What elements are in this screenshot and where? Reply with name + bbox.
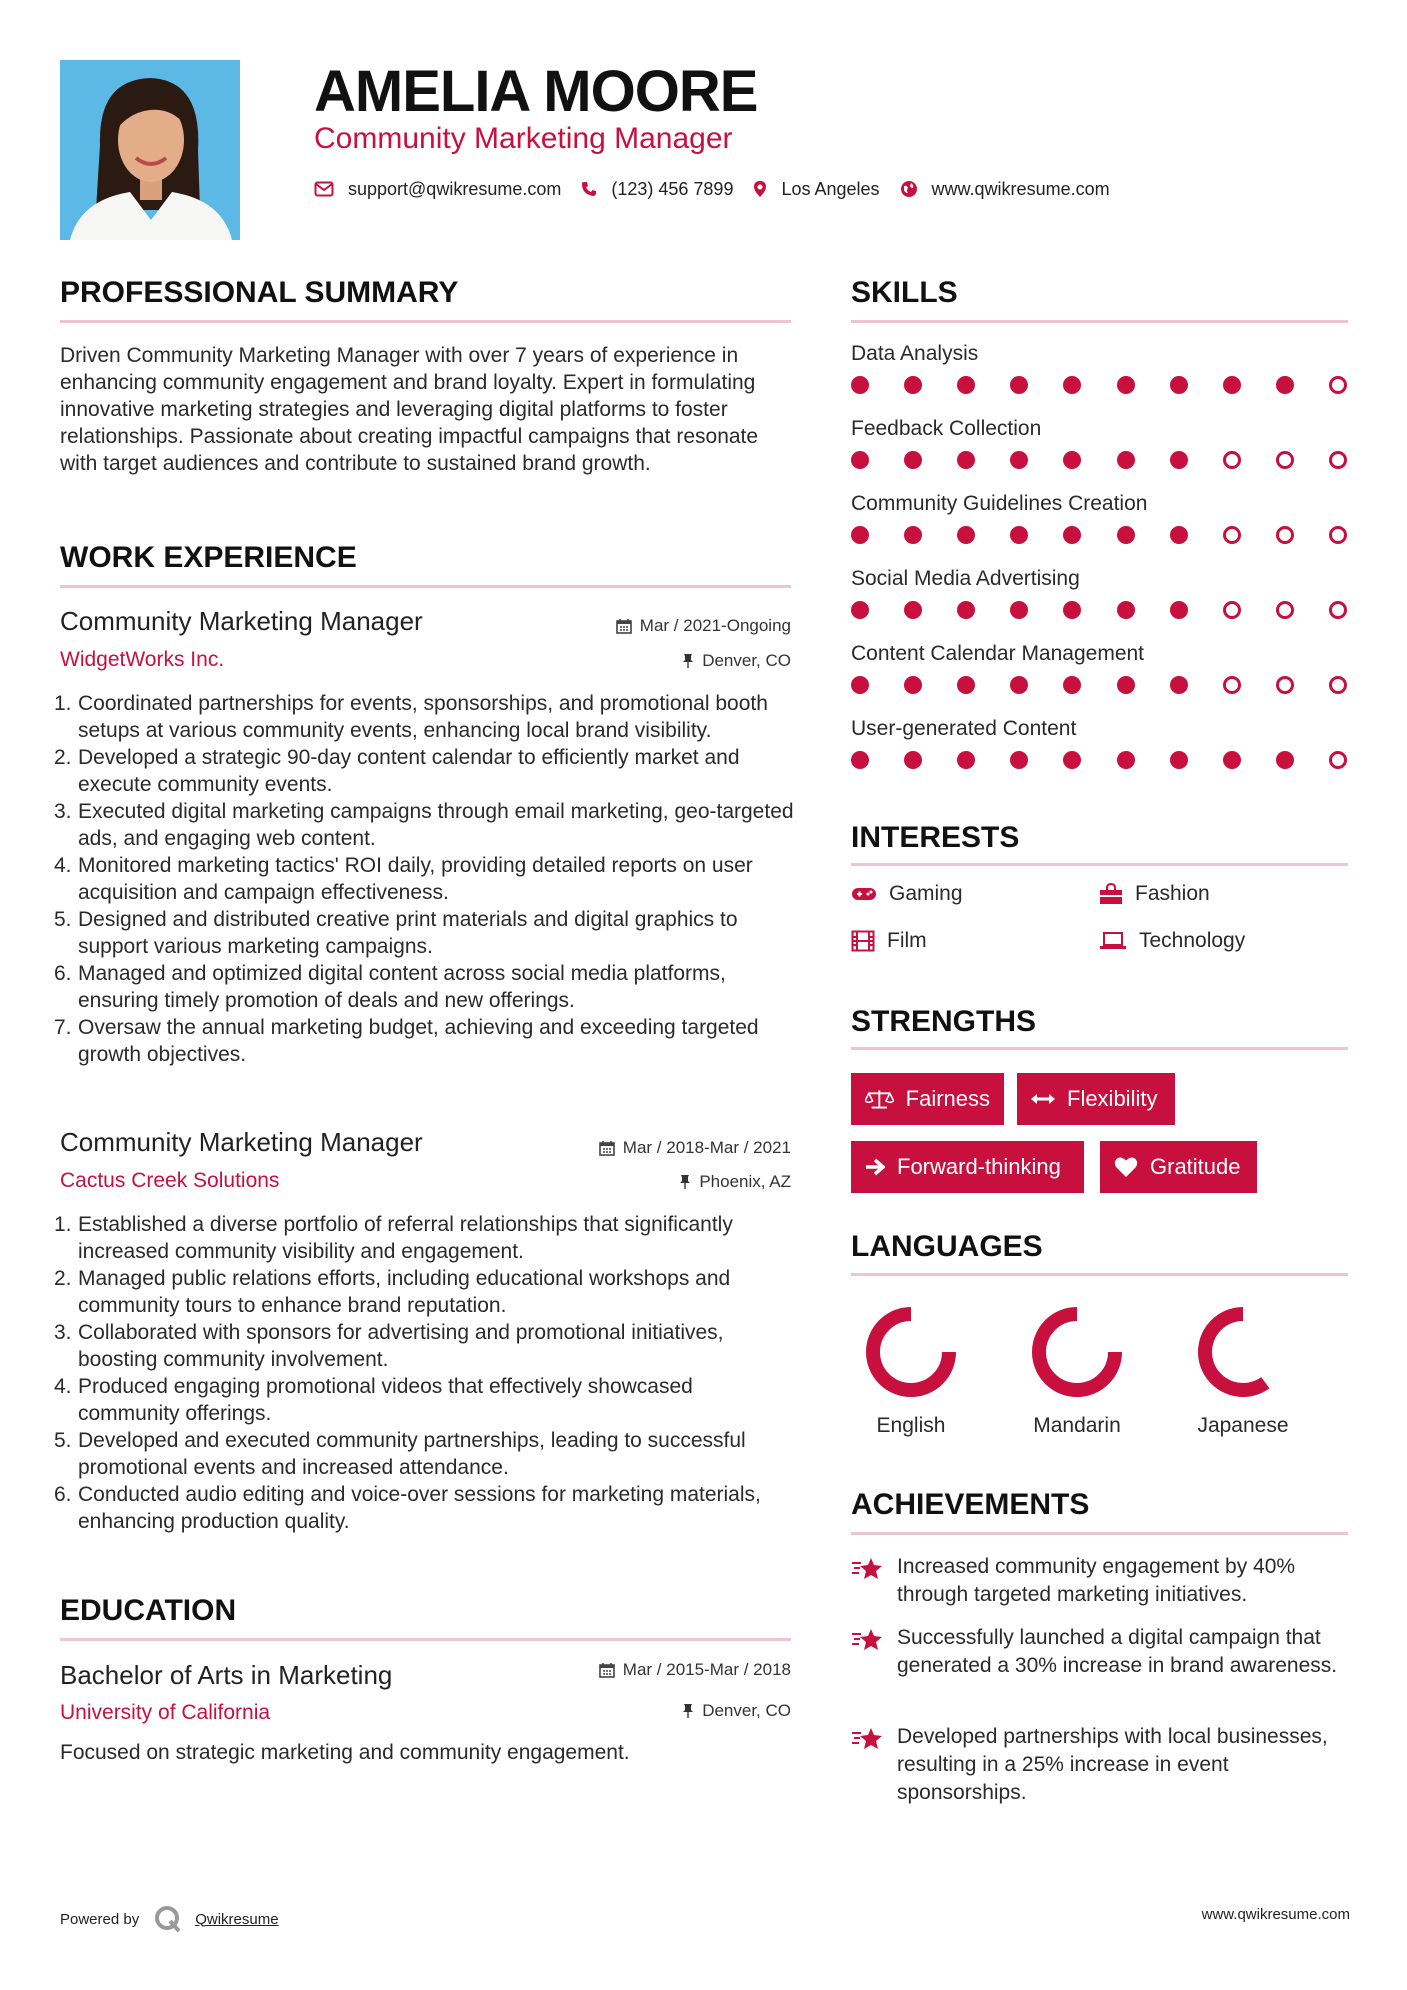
rating-dot-filled [1223, 751, 1241, 769]
skill-name: Feedback Collection [851, 417, 1042, 440]
list-item [54, 1481, 800, 1535]
achievement-text: Developed partnerships with local businesses, resulting in a 25% increase in event sponsorships. [897, 1725, 1328, 1804]
rating-dot-filled [1170, 376, 1188, 394]
candidate-name: AMELIA MOORE [314, 59, 758, 124]
pushpin-icon [682, 1703, 694, 1719]
rating-dot-empty [1276, 676, 1294, 694]
skill-name: Data Analysis [851, 342, 979, 365]
rating-dot-filled [904, 376, 922, 394]
skill-rating [851, 451, 1347, 469]
education-date-text: Mar / 2015-Mar / 2018 [622, 1660, 791, 1679]
skill-row [851, 717, 1351, 792]
list-number: 5. [54, 1429, 72, 1452]
skill-name: Content Calendar Management [851, 642, 1145, 665]
list-item [54, 906, 800, 960]
rating-dot-filled [1170, 451, 1188, 469]
skills-list [851, 342, 1351, 792]
rating-dot-empty [1223, 676, 1241, 694]
rating-dot-filled [1170, 601, 1188, 619]
rating-dot-filled [1063, 751, 1081, 769]
calendar-icon [616, 618, 632, 634]
rating-dot-empty [1329, 676, 1347, 694]
footer-powered-by [60, 1904, 279, 1934]
list-number: 6. [54, 962, 72, 985]
strength-label: Gratitude [1150, 1154, 1241, 1179]
powered-by-label: Powered by [60, 1910, 140, 1928]
list-item [54, 852, 800, 906]
language-ring-mandarin [1039, 1314, 1115, 1390]
rating-dot-filled [1063, 676, 1081, 694]
list-number: 2. [54, 746, 72, 769]
interest-label: Technology [1139, 929, 1246, 952]
skill-rating [851, 526, 1347, 544]
education-date [599, 1660, 791, 1680]
rating-dot-filled [1276, 376, 1294, 394]
list-text: Executed digital marketing campaigns through email marketing, geo-targeted ads, and engaging web content. [78, 800, 794, 850]
rating-dot-filled [957, 526, 975, 544]
rating-dot-filled [1063, 376, 1081, 394]
rating-dot-filled [1117, 601, 1135, 619]
gamepad-icon [851, 886, 877, 902]
rating-dot-empty [1223, 526, 1241, 544]
education-location [682, 1701, 791, 1721]
rating-dot-empty [1329, 526, 1347, 544]
experience-heading: WORK EXPERIENCE [60, 541, 357, 574]
list-number: 3. [54, 800, 72, 823]
rating-dot-filled [851, 676, 869, 694]
email-text: support@qwikresume.com [348, 178, 562, 199]
skill-row [851, 417, 1351, 492]
website-text: www.qwikresume.com [931, 178, 1110, 199]
skill-name: Social Media Advertising [851, 567, 1080, 590]
rating-dot-filled [904, 601, 922, 619]
job-bullets [54, 1211, 800, 1535]
list-text: Monitored marketing tactics' ROI daily, providing detailed reports on user acquisition and campaign effectiveness. [78, 854, 753, 904]
interest-item [851, 929, 927, 953]
list-number: 7. [54, 1016, 72, 1039]
job-location-text: Phoenix, AZ [699, 1172, 791, 1191]
rating-dot-filled [851, 601, 869, 619]
calendar-icon [599, 1140, 615, 1156]
rating-dot-empty [1276, 526, 1294, 544]
strength-tag [851, 1073, 1004, 1125]
job-company: WidgetWorks Inc. [60, 648, 225, 671]
rating-dot-filled [957, 601, 975, 619]
rating-dot-filled [1276, 751, 1294, 769]
list-number: 6. [54, 1483, 72, 1506]
map-pin-icon [753, 180, 767, 198]
shooting-star-icon [851, 1555, 885, 1581]
education-heading: EDUCATION [60, 1594, 237, 1627]
phone-icon [581, 181, 597, 197]
calendar-icon [599, 1662, 615, 1678]
list-item [54, 1319, 800, 1373]
skill-rating [851, 376, 1347, 394]
language-name: Mandarin [1033, 1414, 1121, 1437]
list-item [54, 1427, 800, 1481]
strengths-divider [851, 1047, 1348, 1050]
job-bullets [54, 690, 800, 1068]
list-item [54, 744, 800, 798]
rating-dot-filled [1170, 751, 1188, 769]
rating-dot-filled [957, 751, 975, 769]
list-text: Designed and distributed creative print materials and digital graphics to support various marketing campaigns. [78, 908, 738, 958]
list-text: Managed public relations efforts, including educational workshops and community tours to enhance brand reputation. [78, 1267, 731, 1317]
achievements-divider [851, 1532, 1348, 1535]
list-item [54, 960, 800, 1014]
shooting-star-icon [851, 1626, 885, 1652]
language-name: Japanese [1197, 1414, 1289, 1437]
list-item [54, 690, 800, 744]
list-text: Collaborated with sponsors for advertising and promotional initiatives, boosting community involvement. [78, 1321, 724, 1371]
job-title: Community Marketing Manager [60, 606, 423, 636]
profile-photo [60, 60, 240, 240]
rating-dot-filled [1117, 451, 1135, 469]
rating-dot-filled [1010, 451, 1028, 469]
skills-divider [851, 320, 1348, 323]
education-divider [60, 1638, 791, 1641]
film-icon [851, 930, 875, 952]
rating-dot-filled [1063, 526, 1081, 544]
rating-dot-filled [1170, 676, 1188, 694]
job-date [599, 1138, 791, 1158]
list-number: 1. [54, 1213, 72, 1236]
rating-dot-empty [1223, 451, 1241, 469]
list-item [54, 1211, 800, 1265]
list-number: 3. [54, 1321, 72, 1344]
language-rings [851, 1290, 1351, 1410]
list-text: Oversaw the annual marketing budget, achieving and exceeding targeted growth objectives. [78, 1016, 759, 1066]
rating-dot-filled [904, 451, 922, 469]
achievements-heading: ACHIEVEMENTS [851, 1488, 1090, 1521]
heart-icon [1114, 1156, 1138, 1178]
candidate-role: Community Marketing Manager [314, 122, 733, 155]
interest-label: Film [887, 929, 927, 952]
pushpin-icon [679, 1174, 691, 1190]
rating-dot-filled [851, 376, 869, 394]
rating-dot-filled [904, 676, 922, 694]
job-company: Cactus Creek Solutions [60, 1169, 280, 1192]
contact-phone[interactable] [581, 179, 733, 200]
skill-row [851, 642, 1351, 717]
rating-dot-filled [1117, 376, 1135, 394]
list-text: Developed and executed community partnerships, leading to successful promotional events and increased attendance. [78, 1429, 746, 1479]
contact-location [753, 179, 879, 200]
rating-dot-filled [957, 376, 975, 394]
strength-tag [1100, 1141, 1257, 1193]
rating-dot-empty [1329, 376, 1347, 394]
rating-dot-filled [1223, 376, 1241, 394]
interest-label: Fashion [1135, 882, 1210, 905]
rating-dot-filled [1010, 751, 1028, 769]
achievement-item [851, 1723, 1351, 1807]
list-item [54, 798, 800, 852]
contact-bar [314, 176, 1130, 202]
job-date-text: Mar / 2018-Mar / 2021 [622, 1138, 791, 1157]
languages-heading: LANGUAGES [851, 1230, 1043, 1263]
strength-tag [1017, 1073, 1175, 1125]
interest-label: Gaming [889, 882, 963, 905]
list-number: 2. [54, 1267, 72, 1290]
shooting-star-icon [851, 1725, 885, 1751]
skill-row [851, 342, 1351, 417]
footer-website[interactable]: www.qwikresume.com [1201, 1906, 1350, 1923]
rating-dot-filled [957, 676, 975, 694]
skill-row [851, 492, 1351, 567]
brand-link[interactable]: Qwikresume [195, 1910, 279, 1928]
list-text: Conducted audio editing and voice-over sessions for marketing materials, enhancing production quality. [78, 1483, 761, 1533]
interests-divider [851, 863, 1348, 866]
achievement-item [851, 1553, 1351, 1609]
contact-email[interactable] [314, 179, 561, 200]
rating-dot-filled [851, 751, 869, 769]
interest-item [851, 882, 963, 906]
rating-dot-empty [1223, 601, 1241, 619]
arrows-horizontal-icon [1031, 1092, 1055, 1106]
summary-divider [60, 320, 791, 323]
job-location [679, 1172, 791, 1192]
phone-text: (123) 456 7899 [611, 178, 734, 199]
rating-dot-filled [1063, 451, 1081, 469]
rating-dot-filled [1010, 601, 1028, 619]
rating-dot-empty [1329, 451, 1347, 469]
location-text: Los Angeles [781, 178, 880, 199]
job-date [616, 616, 791, 636]
shopping-bag-icon [1099, 883, 1123, 905]
education-location-text: Denver, CO [702, 1701, 791, 1720]
rating-dot-filled [851, 526, 869, 544]
job-location [682, 651, 791, 671]
language-ring-japanese [1205, 1314, 1265, 1390]
list-text: Developed a strategic 90-day content calendar to efficiently market and execute community events. [78, 746, 740, 796]
job-date-text: Mar / 2021-Ongoing [639, 616, 791, 635]
skill-rating [851, 676, 1347, 694]
interest-item [1099, 882, 1210, 906]
rating-dot-empty [1329, 751, 1347, 769]
rating-dot-filled [1170, 526, 1188, 544]
strength-tag [851, 1141, 1084, 1193]
achievement-text: Increased community engagement by 40% through targeted marketing initiatives. [897, 1555, 1296, 1606]
job-title: Community Marketing Manager [60, 1127, 423, 1157]
rating-dot-filled [1063, 601, 1081, 619]
list-number: 4. [54, 1375, 72, 1398]
list-number: 4. [54, 854, 72, 877]
rating-dot-filled [957, 451, 975, 469]
strengths-heading: STRENGTHS [851, 1005, 1037, 1038]
rating-dot-filled [1010, 526, 1028, 544]
list-number: 1. [54, 692, 72, 715]
balance-scale-icon [865, 1088, 894, 1110]
skill-row [851, 567, 1351, 642]
rating-dot-filled [1010, 376, 1028, 394]
globe-icon [900, 180, 918, 198]
qwikresume-logo-icon [153, 1904, 183, 1934]
arrow-right-icon [865, 1158, 885, 1176]
rating-dot-filled [851, 451, 869, 469]
achievement-item [851, 1624, 1351, 1680]
job-location-text: Denver, CO [702, 651, 791, 670]
list-text: Established a diverse portfolio of referral relationships that significantly increased community visibility and engagement. [78, 1213, 733, 1263]
strength-label: Forward-thinking [897, 1154, 1061, 1179]
rating-dot-empty [1276, 601, 1294, 619]
education-description: Focused on strategic marketing and community engagement. [60, 1741, 630, 1764]
languages-divider [851, 1273, 1348, 1276]
rating-dot-filled [904, 526, 922, 544]
list-text: Produced engaging promotional videos that effectively showcased community offerings. [78, 1375, 693, 1425]
interest-item [1099, 929, 1245, 953]
list-item [54, 1373, 800, 1427]
list-text: Coordinated partnerships for events, sponsorships, and promotional booth setups at various community events, enhancing local brand visibility. [78, 692, 768, 742]
list-item [54, 1014, 800, 1068]
achievement-text: Successfully launched a digital campaign that generated a 30% increase in brand awareness. [897, 1626, 1338, 1677]
language-name: English [876, 1414, 946, 1437]
rating-dot-filled [1117, 676, 1135, 694]
strength-label: Flexibility [1067, 1086, 1158, 1111]
laptop-icon [1099, 931, 1127, 951]
skill-name: User-generated Content [851, 717, 1077, 740]
list-item [54, 1265, 800, 1319]
experience-divider [60, 585, 791, 588]
strength-label: Fairness [905, 1086, 990, 1111]
list-text: Managed and optimized digital content across social media platforms, ensuring timely promotion of deals and new offerings. [78, 962, 726, 1012]
rating-dot-filled [904, 751, 922, 769]
language-ring-english [873, 1314, 949, 1390]
interests-heading: INTERESTS [851, 821, 1020, 854]
summary-text: Driven Community Marketing Manager with over 7 years of experience in enhancing community engagement and brand loyalty. Expert in formulating innovative marketing strategies and leveraging digital platforms to foster relationships. Passionate about creating impactful campaigns that resonate with target audiences and contribute to sustained brand growth. [60, 344, 759, 475]
skills-heading: SKILLS [851, 276, 958, 309]
rating-dot-filled [1117, 526, 1135, 544]
skill-rating [851, 601, 1347, 619]
degree-title: Bachelor of Arts in Marketing [60, 1660, 393, 1690]
envelope-icon [314, 181, 334, 197]
pushpin-icon [682, 653, 694, 669]
contact-website[interactable] [900, 179, 1110, 200]
skill-rating [851, 751, 1347, 769]
summary-heading: PROFESSIONAL SUMMARY [60, 276, 459, 309]
school-name: University of California [60, 1701, 271, 1724]
rating-dot-filled [1010, 676, 1028, 694]
list-number: 5. [54, 908, 72, 931]
rating-dot-empty [1276, 451, 1294, 469]
rating-dot-filled [1117, 751, 1135, 769]
skill-name: Community Guidelines Creation [851, 492, 1148, 515]
rating-dot-empty [1329, 601, 1347, 619]
